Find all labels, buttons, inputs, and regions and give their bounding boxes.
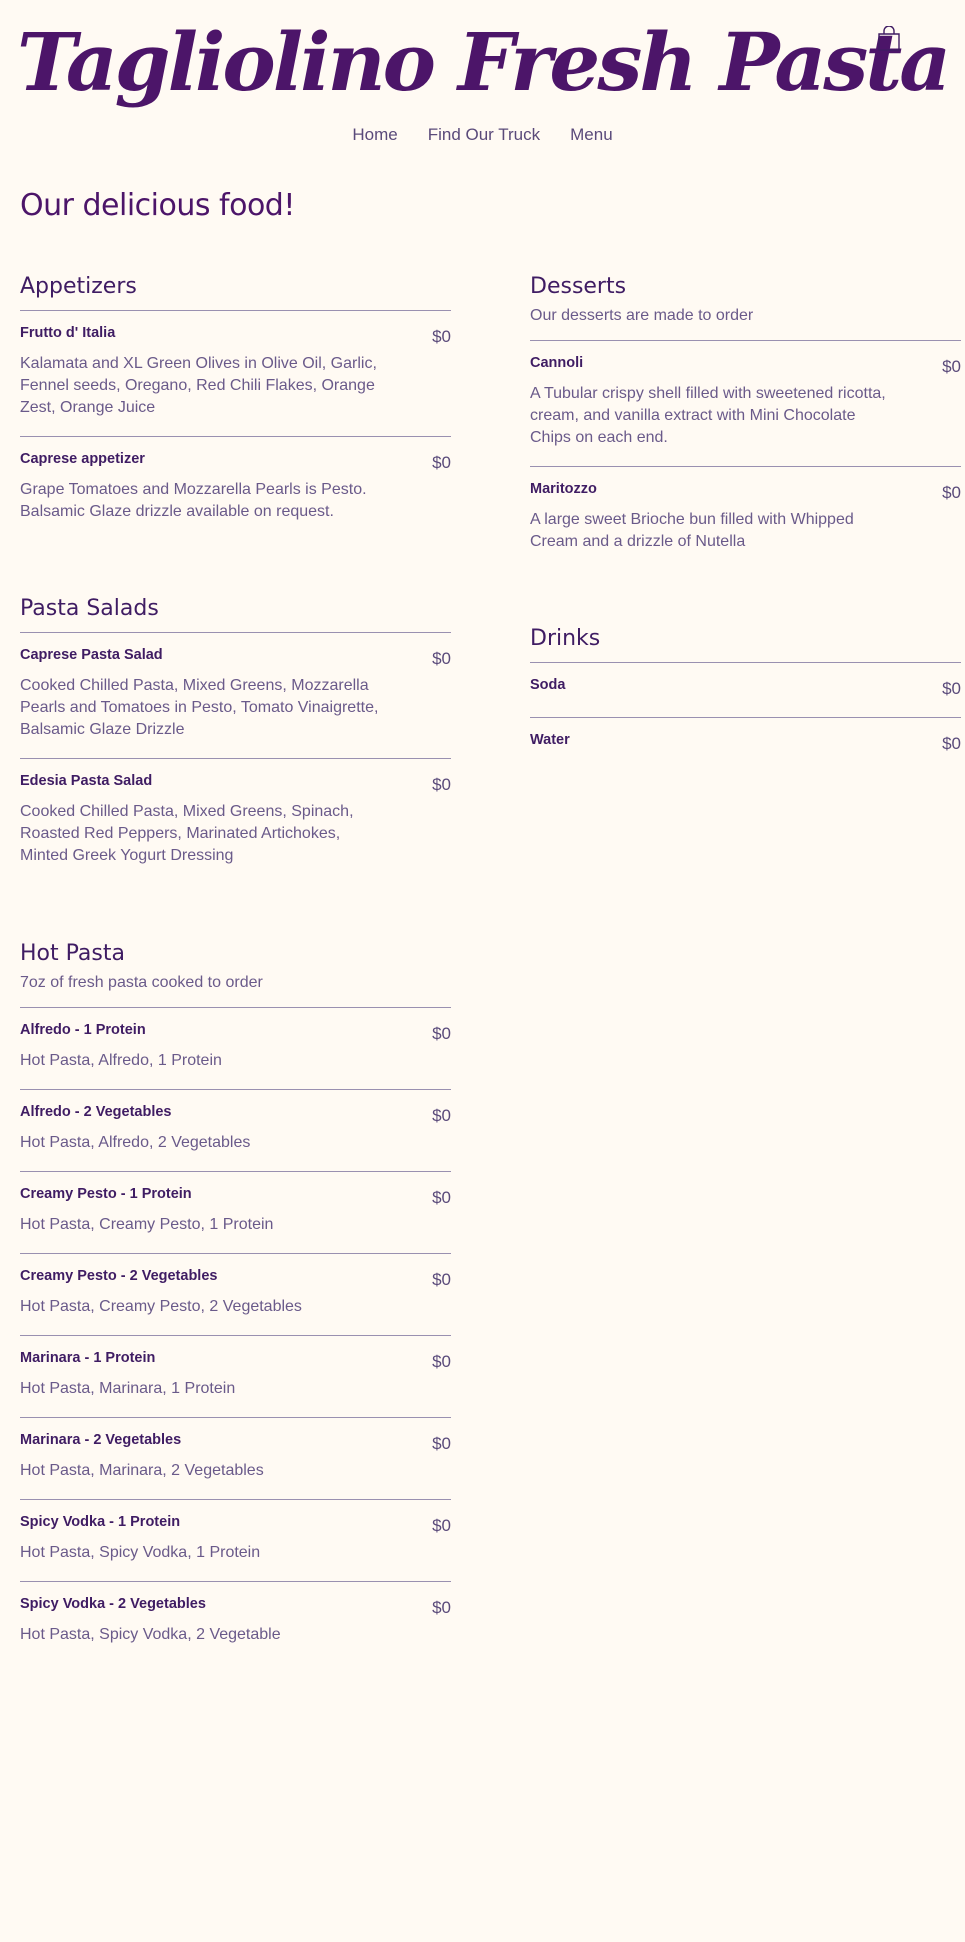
item-description: Cooked Chilled Pasta, Mixed Greens, Mozzarella Pearls and Tomatoes in Pesto, Tomato Vinaigrette, Balsamic Glaze Drizzle [20,677,379,738]
menu-item[interactable] [20,1172,451,1254]
section-subtitle: Our desserts are made to order [530,307,754,324]
menu-item[interactable] [20,759,451,884]
item-price: $0 [432,1598,451,1617]
menu-item[interactable] [20,1008,451,1090]
item-description: Hot Pasta, Creamy Pesto, 2 Vegetables [20,1298,302,1315]
menu-item[interactable] [530,467,961,570]
item-description: Hot Pasta, Alfredo, 2 Vegetables [20,1134,251,1151]
item-name: Creamy Pesto - 1 Protein [20,1186,192,1202]
item-name: Spicy Vodka - 1 Protein [20,1514,181,1530]
item-price: $0 [432,1024,451,1043]
section-title: Appetizers [20,274,137,299]
item-description: Hot Pasta, Alfredo, 1 Protein [20,1052,222,1069]
item-description: Hot Pasta, Spicy Vodka, 1 Protein [20,1544,261,1561]
item-description: Kalamata and XL Green Olives in Olive Oil, Garlic, Fennel seeds, Oregano, Red Chili Flakes, Orange Zest, Orange Juice [20,355,377,416]
item-name: Edesia Pasta Salad [20,773,153,789]
menu-item[interactable] [20,1254,451,1336]
item-name: Maritozzo [530,481,597,497]
menu-item[interactable] [20,633,451,759]
menu-list [20,310,451,540]
menu-list [20,632,451,884]
item-name: Soda [530,677,566,693]
menu-item[interactable] [530,718,961,772]
menu-item[interactable] [20,1336,451,1418]
item-price: $0 [432,327,451,346]
item-description: Hot Pasta, Creamy Pesto, 1 Protein [20,1216,274,1233]
item-name: Alfredo - 2 Vegetables [20,1104,172,1120]
item-price: $0 [432,1188,451,1207]
menu-item[interactable] [20,1582,451,1663]
item-price: $0 [432,1270,451,1289]
item-description: Hot Pasta, Marinara, 2 Vegetables [20,1462,264,1479]
section-title: Pasta Salads [20,596,159,621]
item-name: Caprese Pasta Salad [20,647,163,663]
item-price: $0 [942,679,961,698]
item-name: Marinara - 2 Vegetables [20,1432,182,1448]
menu-item[interactable] [530,341,961,467]
menu-list [530,340,961,570]
menu-item[interactable] [20,437,451,540]
item-price: $0 [432,1516,451,1535]
item-name: Cannoli [530,355,584,371]
menu-item[interactable] [530,663,961,718]
section-subtitle: 7oz of fresh pasta cooked to order [20,974,263,991]
section-drinks [530,624,961,772]
item-description: Cooked Chilled Pasta, Mixed Greens, Spinach, Roasted Red Peppers, Marinated Artichokes, Minted Greek Yogurt Dressing [20,803,354,864]
section-pasta-salads [20,594,451,884]
item-price: $0 [432,453,451,472]
item-name: Water [530,732,570,748]
item-price: $0 [432,775,451,794]
item-name: Creamy Pesto - 2 Vegetables [20,1268,218,1284]
item-name: Alfredo - 1 Protein [20,1022,146,1038]
site-logo[interactable]: Tagliolino Fresh Pasta [16,15,949,109]
item-price: $0 [432,1352,451,1371]
nav-item-menu[interactable]: Menu [570,125,613,144]
item-name: Spicy Vodka - 2 Vegetables [20,1596,206,1612]
item-description: Hot Pasta, Spicy Vodka, 2 Vegetable [20,1626,281,1643]
menu-item[interactable] [20,1090,451,1172]
item-description: Grape Tomatoes and Mozzarella Pearls is Pesto. Balsamic Glaze drizzle available on request. [20,481,367,520]
main-nav [0,122,965,148]
item-price: $0 [942,734,961,753]
item-name: Marinara - 1 Protein [20,1350,156,1366]
menu-item[interactable] [20,1418,451,1500]
item-price: $0 [432,1106,451,1125]
item-name: Caprese appetizer [20,451,145,467]
item-price: $0 [432,649,451,668]
section-hot-pasta [20,939,451,1663]
menu-list [530,662,961,772]
item-price: $0 [942,483,961,502]
section-title: Drinks [530,626,601,651]
section-appetizers [20,272,451,540]
menu-item[interactable] [20,311,451,437]
menu-item[interactable] [20,1500,451,1582]
item-name: Frutto d' Italia [20,325,116,341]
section-desserts [530,272,961,570]
menu-list [20,1007,451,1663]
section-title: Desserts [530,274,627,299]
item-description: A Tubular crispy shell filled with sweetened ricotta, cream, and vanilla extract with Mini Chocolate Chips on each end. [530,385,886,446]
item-price: $0 [942,357,961,376]
item-price: $0 [432,1434,451,1453]
nav-item-home[interactable]: Home [352,125,398,144]
page-title: Our delicious food! [20,188,295,223]
nav-item-find-our-truck[interactable]: Find Our Truck [427,125,541,144]
shopping-bag-icon[interactable] [876,26,902,52]
section-title: Hot Pasta [20,941,125,966]
item-description: Hot Pasta, Marinara, 1 Protein [20,1380,236,1397]
item-description: A large sweet Brioche bun filled with Whipped Cream and a drizzle of Nutella [530,511,854,550]
